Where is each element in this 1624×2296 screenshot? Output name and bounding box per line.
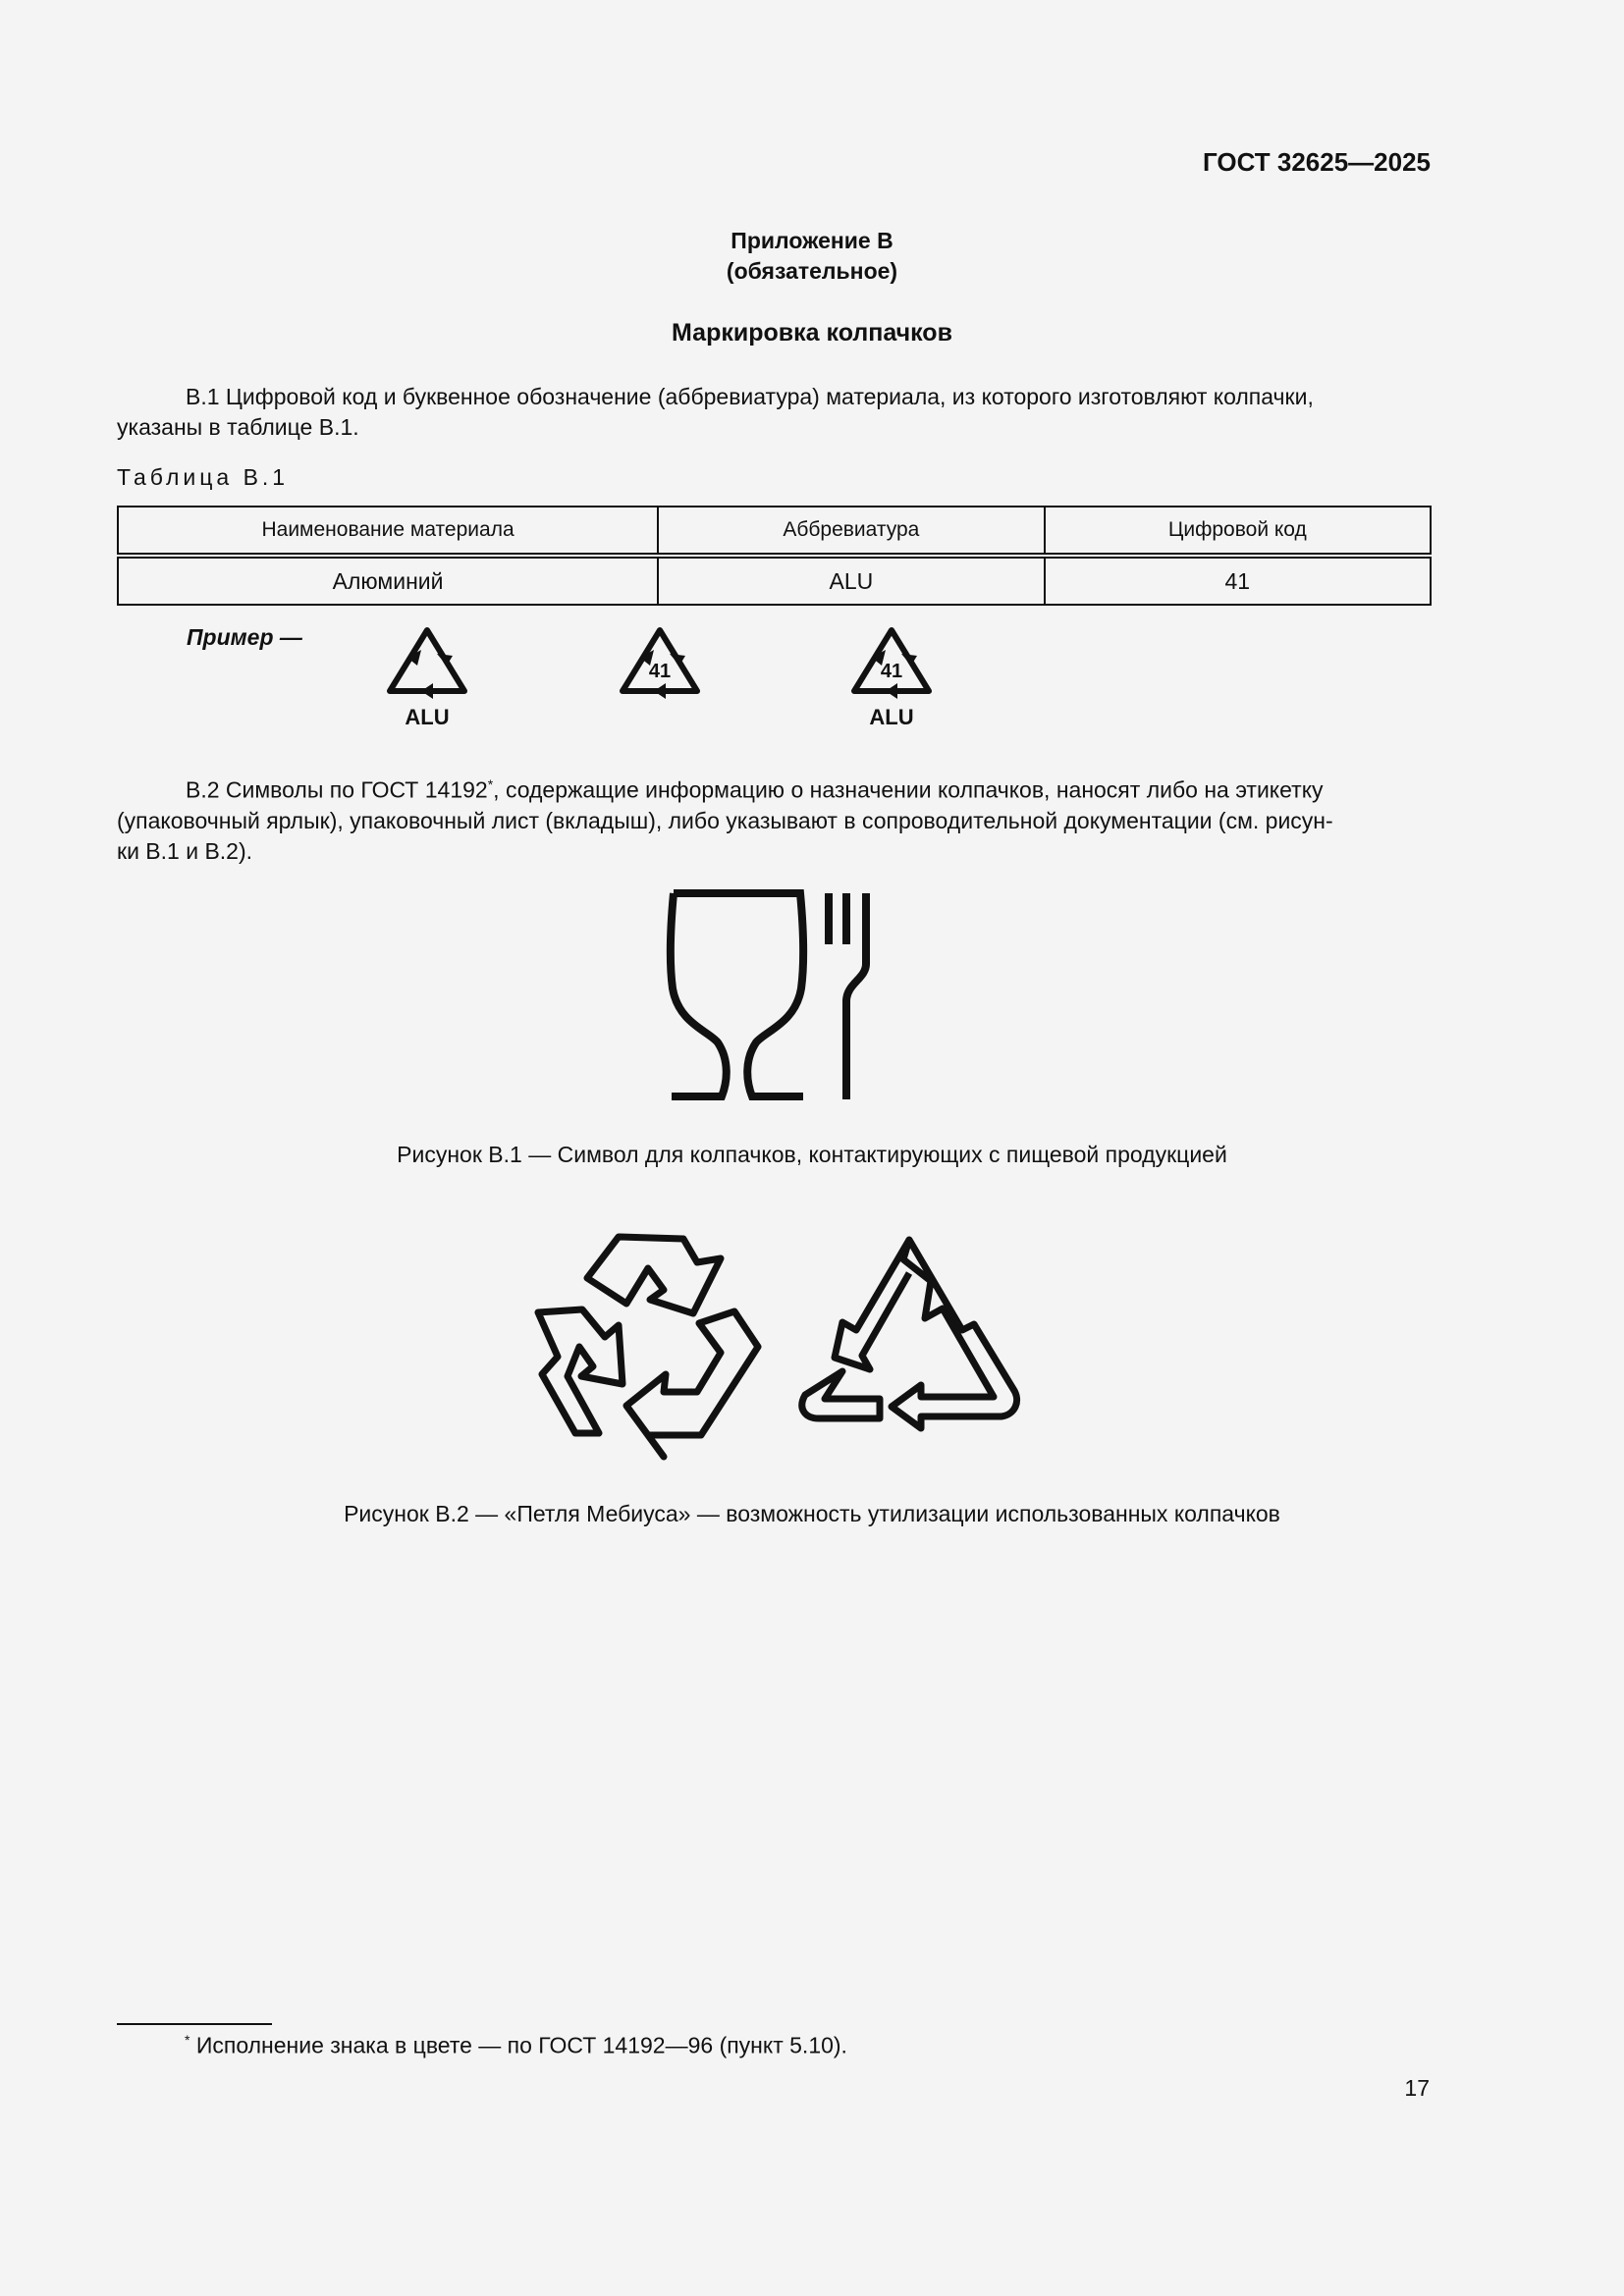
appendix-heading: Маркировка колпачков	[672, 319, 952, 347]
recycle-triangle-icon	[842, 620, 941, 733]
footnote-marker: *	[487, 776, 494, 792]
section-b1-line2: указаны в таблице В.1.	[117, 414, 359, 440]
section-b2-line2: (упаковочный ярлык), упаковочный лист (вкладыш), либо указывают в сопроводительной документации (см. рисун-	[117, 807, 1333, 833]
table-header-cell: Цифровой код	[1045, 507, 1431, 556]
recycle-triangle-icon	[378, 620, 476, 733]
footnote	[185, 2032, 847, 2059]
section-b2-line3: ки В.1 и В.2).	[117, 837, 253, 864]
figure-b1-caption: Рисунок В.1 — Символ для колпачков, контактирующих с пищевой продукцией	[397, 1142, 1227, 1167]
recycle-triangle-icon	[797, 1232, 1021, 1448]
example-label: Пример —	[187, 624, 302, 650]
table-cell: 41	[1045, 556, 1431, 605]
symbol-inner-text: 41	[880, 661, 903, 682]
appendix-title: Приложение В	[731, 228, 893, 253]
mobius-loop-icon	[528, 1229, 774, 1465]
symbol-below-text: ALU	[869, 705, 914, 729]
section-b1-line1: В.1 Цифровой код и буквенное обозначение (аббревиатура) материала, из которого изготовляют колпачки,	[186, 384, 1314, 409]
table-label: Таблица В.1	[117, 464, 290, 490]
standard-number: ГОСТ 32625—2025	[1203, 147, 1431, 177]
section-b2-line1-a: В.2 Символы по ГОСТ 14192	[186, 776, 488, 803]
section-b2-line1-b: , содержащие информацию о назначении колпачков, наносят либо на этикетку	[493, 776, 1324, 803]
materials-table	[117, 506, 1432, 606]
glass-and-fork-icon	[658, 885, 884, 1106]
figure-b2-caption: Рисунок В.2 — «Петля Мебиуса» — возможность утилизации использованных колпачков	[344, 1501, 1280, 1526]
footnote-marker: *	[185, 2032, 190, 2048]
table-row	[118, 556, 1431, 605]
table-header-cell: Наименование материала	[118, 507, 658, 556]
page-number: 17	[1404, 2075, 1430, 2101]
recycle-triangle-icon	[611, 620, 709, 709]
table-header-row	[118, 507, 1431, 556]
footnote-divider	[117, 2023, 272, 2025]
table-header-cell: Аббревиатура	[658, 507, 1044, 556]
table-cell: ALU	[658, 556, 1044, 605]
symbol-inner-text: 41	[648, 661, 672, 682]
section-b2-text	[117, 770, 1431, 867]
section-b1-text	[117, 382, 1431, 443]
symbol-below-text: ALU	[405, 705, 450, 729]
footnote-text: Исполнение знака в цвете — по ГОСТ 14192—96 (пункт 5.10).	[189, 2032, 847, 2058]
table-cell: Алюминий	[118, 556, 658, 605]
appendix-status: (обязательное)	[726, 258, 898, 284]
section-b2-line1	[117, 770, 1431, 806]
